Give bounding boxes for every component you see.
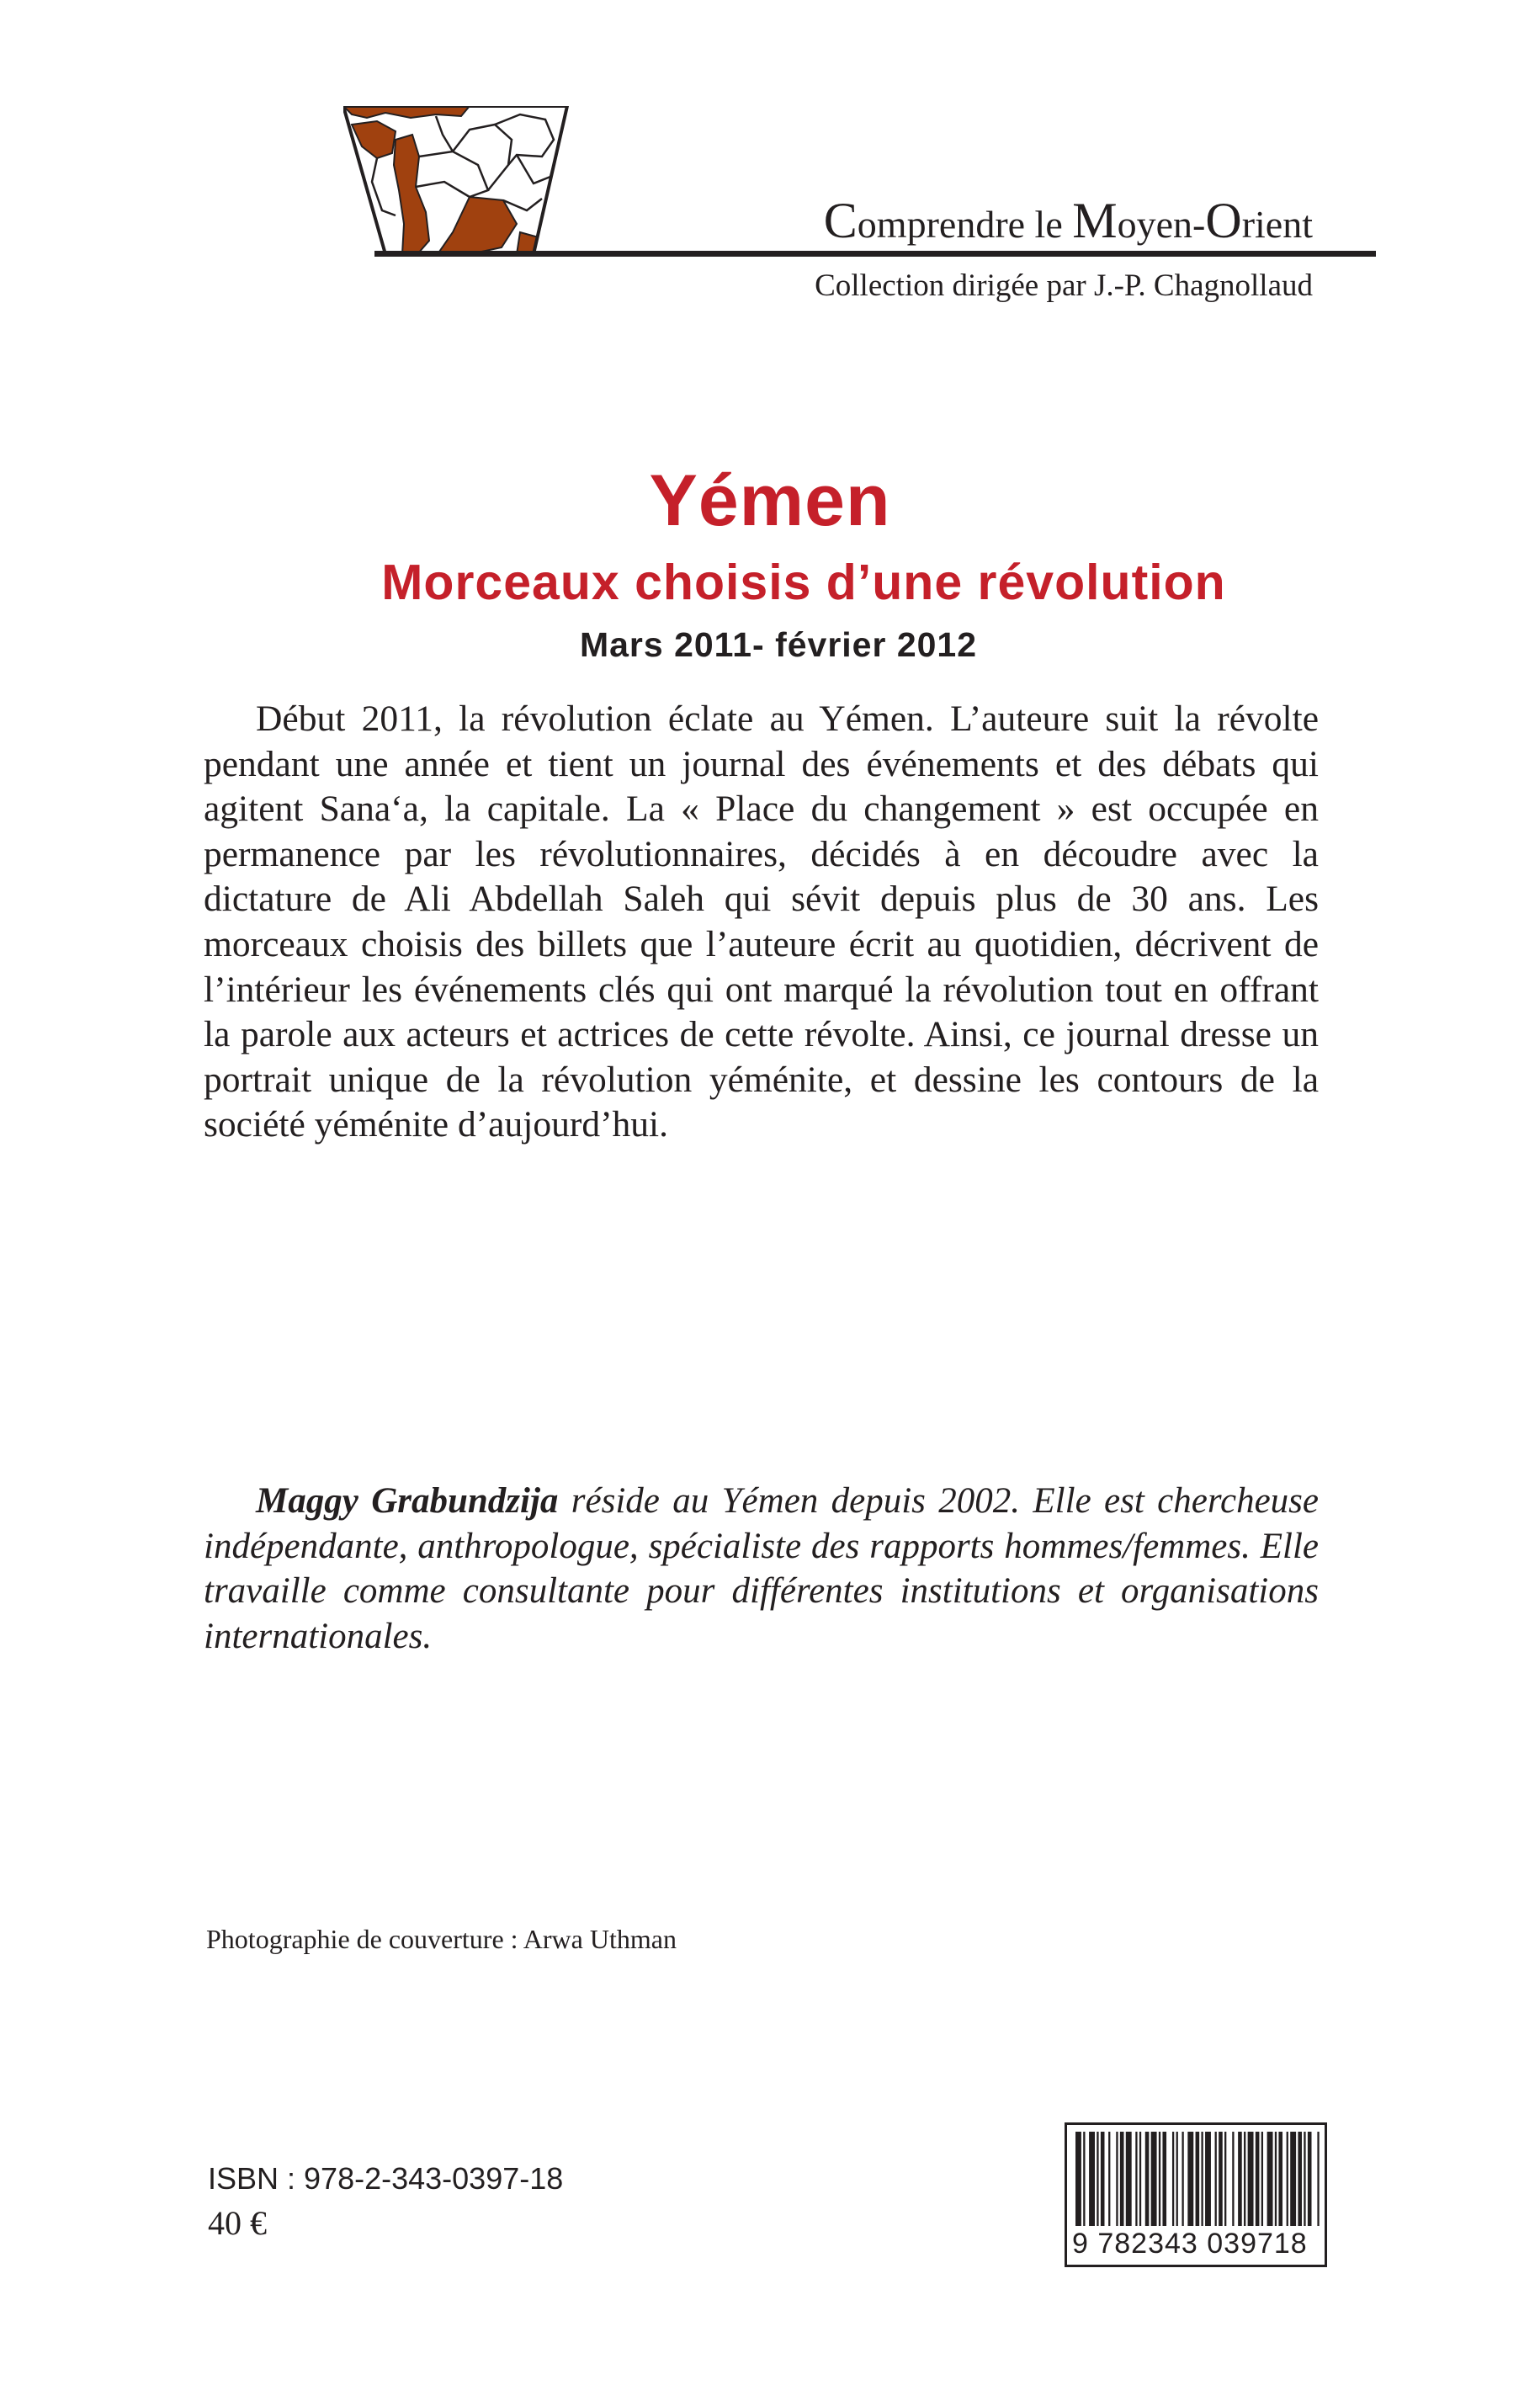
author-bio: [204, 1479, 1319, 1660]
barcode-bar: [1275, 2132, 1277, 2226]
barcode-bar: [1244, 2132, 1245, 2226]
isbn: ISBN : 978-2-343-0397-18: [208, 2161, 564, 2196]
barcode-bar: [1135, 2132, 1137, 2226]
series-title-part: rient: [1241, 203, 1313, 246]
barcode-bar: [1205, 2132, 1211, 2226]
barcode-bar: [1256, 2132, 1260, 2226]
barcode-bar: [1139, 2132, 1141, 2226]
barcode-bar: [1159, 2132, 1160, 2226]
series-logo: [343, 106, 572, 256]
synopsis-text: Début 2011, la révolution éclate au Yémen. L’auteure suit la révolte pendant une année et tient un journal des événements et des débats qui agitent Sana‘a, la capitale. La « Place du changement » est occupée en permanence par les révolutionnaires, décidés à en découdre avec la dictature de Ali Abdellah Saleh qui sévit depuis plus de 30 ans. Les morceaux choisis des billets que l’auteure écrit au quotidien, décrivent de l’intérieur les événements clés qui ont marqué la révolution tout en offrant la parole aux acteurs et actrices de cette révolte. Ainsi, ce journal dresse un portrait unique de la révolution yéménite, et dessine les contours de la société yéménite d’aujourd’hui.: [204, 699, 1319, 1145]
barcode-bar: [1298, 2132, 1302, 2226]
barcode-bar: [1304, 2132, 1305, 2226]
series-title-part: C: [823, 193, 858, 248]
book-title: Yémen: [649, 460, 891, 541]
barcode-bar: [1196, 2132, 1200, 2226]
series-title-part: omprendre le: [857, 203, 1073, 246]
barcode-bar: [1219, 2132, 1223, 2226]
series-title-part: oyen-: [1117, 203, 1206, 246]
barcode-bar: [1116, 2132, 1118, 2226]
barcode-bar: [1097, 2132, 1098, 2226]
barcode-bar: [1120, 2132, 1124, 2226]
barcode-bar: [1290, 2132, 1296, 2226]
barcode-bar: [1089, 2132, 1095, 2226]
series-title-part: M: [1072, 193, 1118, 248]
barcode-bar: [1278, 2132, 1282, 2226]
series-divider: [374, 251, 1376, 257]
barcode-bar: [1083, 2132, 1085, 2226]
barcode-bar: [1101, 2132, 1105, 2226]
author-name: Maggy Grabundzija: [256, 1481, 559, 1521]
barcode-bar: [1075, 2132, 1081, 2226]
barcode-bar: [1108, 2132, 1110, 2226]
barcode-bar: [1126, 2132, 1132, 2226]
series-title: [824, 192, 1313, 250]
barcode-bar: [1151, 2132, 1157, 2226]
barcode-bar: [1232, 2132, 1234, 2226]
barcode-bar: [1215, 2132, 1217, 2226]
barcode-box: [1065, 2122, 1327, 2267]
barcode-bar: [1224, 2132, 1226, 2226]
barcode-bar: [1261, 2132, 1263, 2226]
barcode-icon: [1075, 2132, 1321, 2226]
barcode-bar: [1287, 2132, 1288, 2226]
barcode-bar: [1238, 2132, 1242, 2226]
barcode-bar: [1308, 2132, 1312, 2226]
collection-director: Collection dirigée par J.-P. Chagnollaud: [815, 268, 1313, 303]
barcode-bar: [1145, 2132, 1150, 2226]
barcode-bar: [1176, 2132, 1178, 2226]
barcode-bar: [1187, 2132, 1193, 2226]
series-title-part: O: [1205, 193, 1242, 248]
barcode-bar: [1162, 2132, 1166, 2226]
barcode-bar: [1182, 2132, 1183, 2226]
middle-east-map-icon: [343, 106, 572, 256]
book-subtitle: Morceaux choisis d’une révolution: [381, 555, 1226, 610]
barcode-digits: 9 782343 039718: [1072, 2228, 1308, 2260]
book-dates: Mars 2011- février 2012: [579, 625, 978, 664]
barcode-bar: [1201, 2132, 1203, 2226]
barcode-bar: [1267, 2132, 1273, 2226]
price: 40 €: [208, 2204, 267, 2242]
photo-credit: Photographie de couverture : Arwa Uthman: [206, 1924, 677, 1954]
author-bio-text: réside au Yémen depuis 2002. Elle est chercheuse indépendante, anthropologue, spécialiste des rapports hommes/femmes. Elle travaille comme consultante pour différentes institutions et organisations internationales.: [204, 1481, 1319, 1657]
barcode-bar: [1317, 2132, 1319, 2226]
barcode-bar: [1248, 2132, 1254, 2226]
barcode-bar: [1172, 2132, 1174, 2226]
